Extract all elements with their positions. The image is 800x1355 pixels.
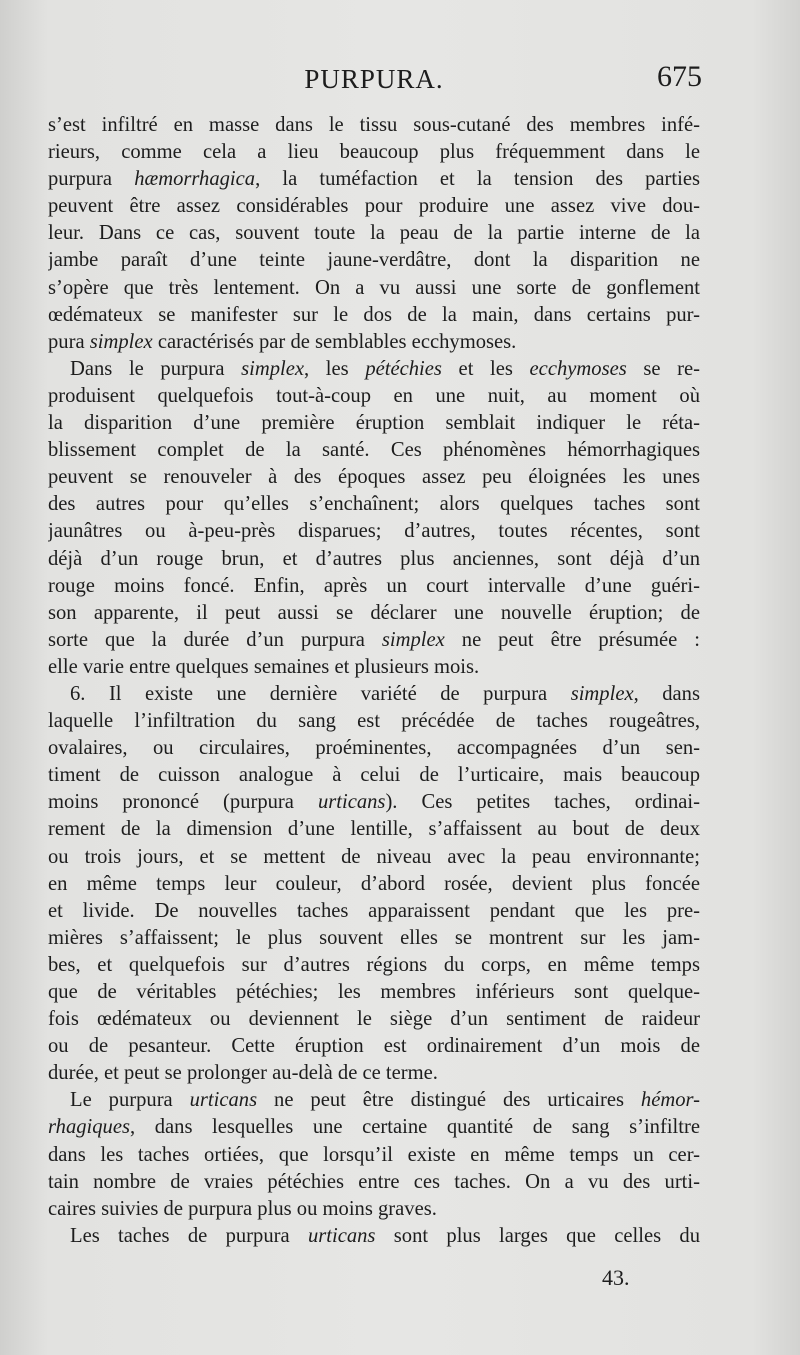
text-segment: s’est infiltré en masse dans le tissu sous-cutané des membres infé- [48,114,700,136]
text-line [48,220,700,247]
running-head [48,60,700,100]
text-line [48,573,700,600]
italic-term: simplex [381,628,445,651]
text-line [48,789,700,816]
text-line [48,816,700,843]
italic-term: ecchymoses [529,357,627,380]
text-segment: Le purpura [70,1089,190,1112]
text-segment: , les [304,357,366,380]
text-line [48,275,700,302]
text-line [48,1169,700,1196]
text-segment: produisent quelquefois tout-à-coup en une nuit, au moment où [48,384,700,407]
text-line [48,112,700,139]
text-segment: ). Ces petites taches, ordinai- [385,791,700,814]
text-line [48,518,700,545]
signature-mark: 43. [602,1265,630,1290]
text-line [48,871,700,898]
text-segment: se re- [626,357,700,380]
italic-term: urticans [317,791,386,814]
text-segment: et les [441,357,530,380]
text-segment: en même temps leur couleur, d’abord rosée, devient plus foncée [48,872,700,895]
text-segment: jaunâtres ou à-peu-près disparues; d’autres, toutes récentes, sont [48,520,700,543]
text-line [48,302,700,329]
text-segment: 6. Il existe une dernière variété de purpura [70,682,571,705]
text-segment: Les taches de purpura [70,1224,308,1247]
italic-term: simplex [89,330,153,353]
text-segment: , la tuméfaction et la tension des parties [255,168,700,191]
text-segment: purpura [48,168,135,191]
text-line [48,247,700,274]
text-segment: et livide. De nouvelles taches apparaissent pendant que les pre- [48,899,700,922]
text-segment: , dans lesquelles une certaine quantité de sang s’infiltre [130,1116,700,1139]
text-segment: que de véritables pétéchies; les membres inférieurs sont quelque- [48,981,700,1003]
text-line [48,925,700,952]
text-segment: caractérisés par de semblables ecchymoses. [152,330,517,353]
text-segment: déjà d’un rouge brun, et d’autres plus anciennes, sont déjà d’un [48,547,700,570]
text-segment: elle varie entre quelques semaines et plusieurs mois. [48,655,480,678]
text-segment: moins prononcé (purpura [48,791,318,814]
text-segment: pura [48,330,90,353]
italic-term: urticans [307,1224,376,1247]
text-line [48,654,700,681]
running-title: PURPURA. [304,64,444,94]
text-segment: ovalaires, ou circulaires, proéminentes, accompagnées d’un sen- [48,737,700,760]
text-segment: peuvent être assez considérables pour produire une assez vive dou- [48,195,700,218]
text-segment: peuvent se renouveler à des époques assez peu éloignées les unes [48,466,700,489]
text-line [48,356,700,383]
text-segment: la disparition d’une première éruption semblait indiquer le réta- [48,412,700,435]
text-segment: son apparente, il peut aussi se déclarer une nouvelle éruption; de [48,601,700,624]
text-line [48,1006,700,1033]
text-segment: rouge moins foncé. Enfin, après un court intervalle d’une guéri- [48,574,700,597]
text-segment: des autres pour qu’elles s’enchaînent; alors quelques taches sont [48,493,700,516]
text-line [48,762,700,789]
text-line [48,139,700,166]
text-segment: s’opère que très lentement. On a vu aussi une sorte de gonflement [48,276,700,299]
text-line [48,464,700,491]
text-line [48,627,700,654]
text-line [48,166,700,193]
text-line [48,898,700,925]
italic-term: rhagiques [48,1116,131,1139]
text-line [48,735,700,762]
italic-term: hémor- [640,1089,700,1112]
text-line [48,1114,700,1141]
italic-term: simplex [241,357,305,380]
text-segment: tain nombre de vraies pétéchies entre ces taches. On a vu des urti- [48,1170,700,1193]
body-text [48,112,700,1250]
text-segment: bes, et quelquefois sur d’autres régions du corps, en même temps [48,953,700,976]
text-line [48,193,700,220]
text-segment: fois œdémateux ou deviennent le siège d’un sentiment de raideur [48,1008,700,1031]
text-segment: durée, et peut se prolonger au-delà de ce terme. [48,1062,438,1085]
text-line [48,1060,700,1087]
text-segment: laquelle l’infiltration du sang est précédée de taches rougeâtres, [48,710,700,733]
text-segment: ou de pesanteur. Cette éruption est ordinairement d’un mois de [48,1035,700,1058]
text-line [48,1142,700,1169]
text-segment: œdémateux se manifester sur le dos de la main, dans certains pur- [48,303,700,326]
italic-term: simplex [570,682,634,705]
text-segment: ne peut être présumée : [444,628,700,651]
text-line [48,410,700,437]
text-line [48,1087,700,1114]
text-line [48,979,700,1006]
text-line [48,844,700,871]
text-segment: caires suivies de purpura plus ou moins graves. [48,1197,437,1220]
text-line [48,546,700,573]
text-line [48,1033,700,1060]
text-line [48,708,700,735]
italic-term: hæmorrhagica [134,168,256,191]
text-segment: sont plus larges que celles du [375,1224,700,1247]
text-line [48,952,700,979]
text-segment: timent de cuisson analogue à celui de l’urticaire, mais beaucoup [48,764,700,787]
text-segment: mières s’affaissent; le plus souvent elles se montrent sur les jam- [48,926,700,949]
text-segment: jambe paraît d’une teinte jaune-verdâtre, dont la disparition ne [48,249,700,272]
text-segment: ne peut être distingué des urticaires [257,1089,641,1112]
text-segment: , dans [633,682,700,705]
italic-term: urticans [189,1089,258,1112]
text-line [48,491,700,518]
text-line [48,681,700,708]
text-segment: sorte que la durée d’un purpura [48,628,382,651]
text-segment: rement de la dimension d’une lentille, s’affaissent au bout de deux [48,818,700,841]
text-segment: rieurs, comme cela a lieu beaucoup plus fréquemment dans le [48,141,700,164]
text-segment: ou trois jours, et se mettent de niveau avec la peau environnante; [48,845,700,868]
text-line [48,1196,700,1223]
text-line [48,383,700,410]
text-line [48,600,700,627]
text-segment: dans les taches ortiées, que lorsqu’il existe en même temps un cer- [48,1143,700,1166]
page-number: 675 [657,60,702,93]
italic-term: pétéchies [365,357,442,380]
text-line [48,437,700,464]
text-segment: blissement complet de la santé. Ces phénomènes hémorrhagiques [48,439,700,462]
text-line [48,1223,700,1250]
text-segment: leur. Dans ce cas, souvent toute la peau de la partie interne de la [48,222,700,245]
text-segment: Dans le purpura [70,357,242,380]
text-line [48,329,700,356]
